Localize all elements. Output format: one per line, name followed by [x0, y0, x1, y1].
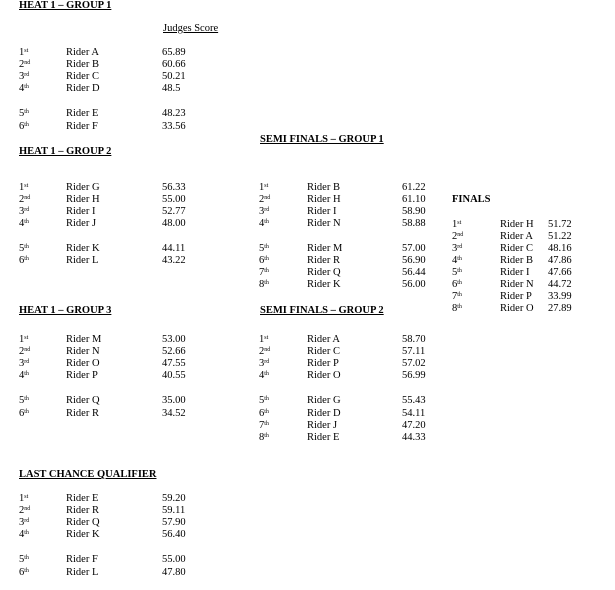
rider-name: Rider E: [66, 493, 99, 504]
score-value: 51.72: [548, 219, 572, 230]
score-value: 27.89: [548, 303, 572, 314]
score-value: 52.77: [162, 206, 186, 217]
score-value: 58.90: [402, 206, 426, 217]
rider-name: Rider F: [66, 554, 98, 565]
rider-name: Rider G: [307, 395, 341, 406]
score-value: 44.11: [162, 243, 186, 254]
score-value: 61.22: [402, 182, 426, 193]
rider-name: Rider P: [66, 370, 98, 381]
score-value: 52.66: [162, 346, 186, 357]
rider-name: Rider H: [500, 219, 534, 230]
rider-name: Rider E: [66, 108, 99, 119]
rider-name: Rider K: [307, 279, 341, 290]
rider-name: Rider K: [66, 529, 100, 540]
rider-name: Rider O: [307, 370, 341, 381]
score-value: 58.88: [402, 218, 426, 229]
judges-score-label: Judges Score: [163, 23, 219, 34]
rider-name: Rider J: [66, 218, 97, 229]
rider-name: Rider K: [66, 243, 100, 254]
rider-name: Rider M: [66, 334, 102, 345]
score-value: 55.00: [162, 554, 186, 565]
score-value: 47.66: [548, 267, 572, 278]
heading-last-chance: LAST CHANCE QUALIFIER: [19, 469, 157, 480]
rider-name: Rider I: [307, 206, 337, 217]
score-value: 40.55: [162, 370, 186, 381]
score-value: 55.43: [402, 395, 426, 406]
rider-name: Rider R: [307, 255, 340, 266]
heading-heat1-group3: HEAT 1 – GROUP 3: [19, 305, 112, 316]
rider-name: Rider C: [66, 71, 99, 82]
rider-name: Rider M: [307, 243, 343, 254]
score-value: 57.90: [162, 517, 186, 528]
score-value: 47.80: [162, 567, 186, 578]
score-value: 48.5: [162, 83, 181, 94]
score-value: 65.89: [162, 47, 186, 58]
rider-name: Rider O: [66, 358, 100, 369]
rider-name: Rider B: [307, 182, 340, 193]
score-value: 47.20: [402, 420, 426, 431]
rider-name: Rider O: [500, 303, 534, 314]
rider-name: Rider C: [500, 243, 533, 254]
rider-name: Rider D: [307, 408, 341, 419]
score-value: 59.20: [162, 493, 186, 504]
score-value: 57.00: [402, 243, 426, 254]
rider-name: Rider C: [307, 346, 340, 357]
score-value: 60.66: [162, 59, 186, 70]
rider-name: Rider H: [307, 194, 341, 205]
rider-name: Rider A: [500, 231, 533, 242]
score-value: 48.16: [548, 243, 572, 254]
score-value: 61.10: [402, 194, 426, 205]
heading-semi-group1: SEMI FINALS – GROUP 1: [260, 134, 384, 145]
rider-name: Rider I: [500, 267, 530, 278]
heading-heat1-group2: HEAT 1 – GROUP 2: [19, 146, 112, 157]
rider-name: Rider Q: [307, 267, 341, 278]
heading-finals: FINALS: [452, 194, 491, 205]
score-value: 34.52: [162, 408, 186, 419]
rider-name: Rider B: [66, 59, 99, 70]
heading-heat1-group1: HEAT 1 – GROUP 1: [19, 0, 112, 11]
score-value: 55.00: [162, 194, 186, 205]
rider-name: Rider J: [307, 420, 338, 431]
rider-name: Rider R: [66, 505, 99, 516]
score-value: 48.23: [162, 108, 186, 119]
rider-name: Rider L: [66, 567, 99, 578]
score-value: 44.33: [402, 432, 426, 443]
heading-semi-group2: SEMI FINALS – GROUP 2: [260, 305, 384, 316]
rider-name: Rider N: [500, 279, 534, 290]
score-value: 47.55: [162, 358, 186, 369]
rider-name: Rider Q: [66, 517, 100, 528]
score-value: 57.11: [402, 346, 426, 357]
score-value: 50.21: [162, 71, 186, 82]
score-value: 44.72: [548, 279, 572, 290]
score-value: 47.86: [548, 255, 572, 266]
rider-name: Rider N: [307, 218, 341, 229]
score-value: 33.99: [548, 291, 572, 302]
rider-name: Rider Q: [66, 395, 100, 406]
rider-name: Rider N: [66, 346, 100, 357]
rider-name: Rider D: [66, 83, 100, 94]
score-value: 43.22: [162, 255, 186, 266]
rider-name: Rider B: [500, 255, 533, 266]
score-value: 56.00: [402, 279, 426, 290]
rider-name: Rider A: [307, 334, 340, 345]
rider-name: Rider L: [66, 255, 99, 266]
rider-name: Rider R: [66, 408, 99, 419]
rider-name: Rider G: [66, 182, 100, 193]
score-value: 53.00: [162, 334, 186, 345]
rider-name: Rider P: [307, 358, 339, 369]
score-value: 57.02: [402, 358, 426, 369]
score-value: 56.44: [402, 267, 426, 278]
score-value: 54.11: [402, 408, 426, 419]
score-value: 56.99: [402, 370, 426, 381]
score-value: 33.56: [162, 121, 186, 132]
score-value: 56.33: [162, 182, 186, 193]
score-value: 56.90: [402, 255, 426, 266]
score-value: 58.70: [402, 334, 426, 345]
rider-name: Rider E: [307, 432, 340, 443]
score-value: 51.22: [548, 231, 572, 242]
score-value: 59.11: [162, 505, 186, 516]
score-value: 35.00: [162, 395, 186, 406]
rider-name: Rider P: [500, 291, 532, 302]
score-value: 56.40: [162, 529, 186, 540]
rider-name: Rider H: [66, 194, 100, 205]
rider-name: Rider A: [66, 47, 99, 58]
rider-name: Rider I: [66, 206, 96, 217]
rider-name: Rider F: [66, 121, 98, 132]
score-value: 48.00: [162, 218, 186, 229]
